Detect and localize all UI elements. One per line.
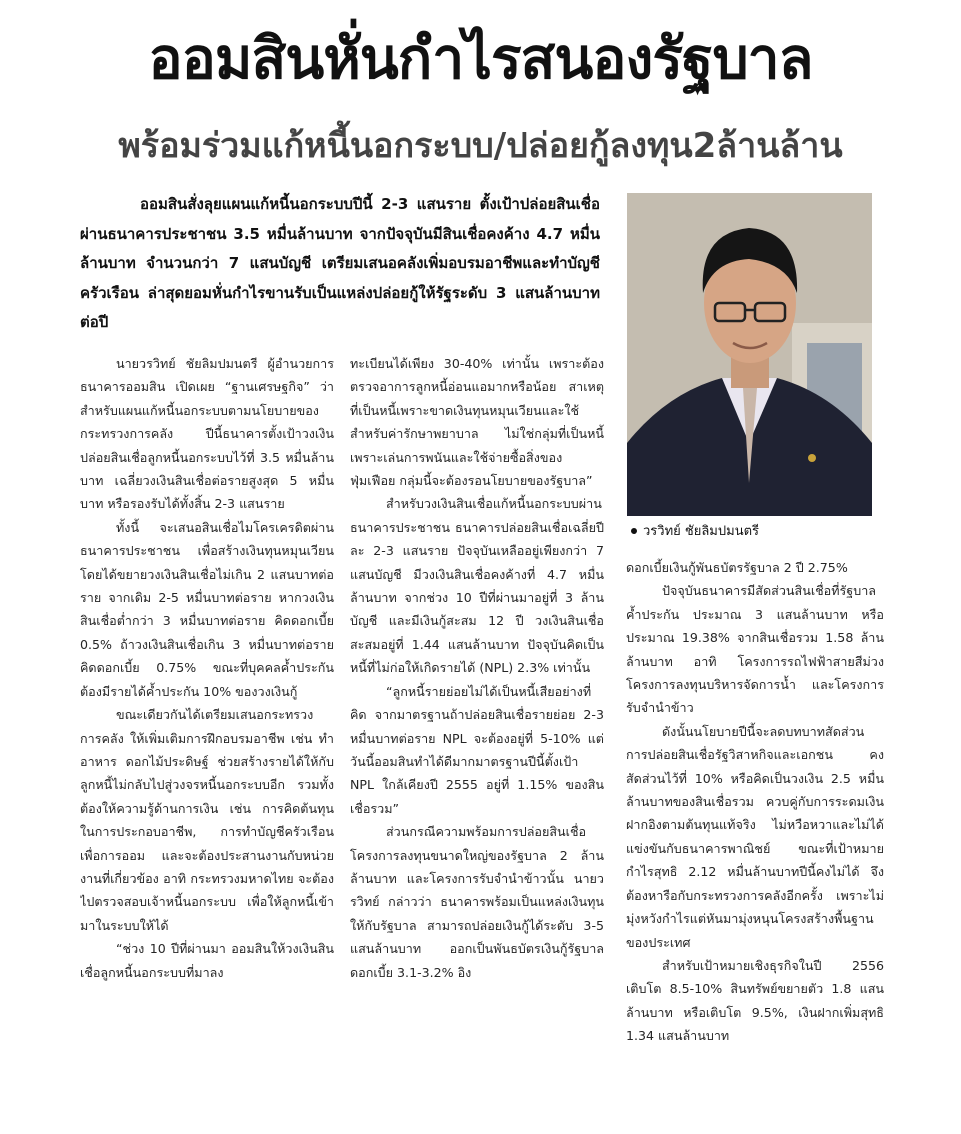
article-column-1 — [80, 352, 334, 1132]
column-paragraph: “ช่วง 10 ปีที่ผ่านมา ออมสินให้วงเงินสินเชื่อลูกหนี้นอกระบบที่มาลง — [80, 941, 334, 980]
bullet-icon — [631, 528, 637, 534]
article-column-2 — [350, 352, 604, 1132]
column-paragraph: ดังนั้นนโยบายปีนี้จะลดบทบาทสัดส่วนการปล่อยสินเชื่อรัฐวิสาหกิจและเอกชน คงสัดส่วนไว้ที่ 10% หรือคิดเป็นวงเงิน 2.5 หมื่นล้านบาทของสินเชื่อรวม ควบคู่กับการระดมเงินฝากอิงตามต้นทุนแท้จริง ไม่หวือหวาและไม่ได้แข่งขันกับธนาคารพาณิชย์ ขณะที่เป้าหมายกำไรสุทธิ 2.12 หมื่นล้านบาทปีนี้คงไม่ได้ จึงต้องหารือกับกระทรวงการคลังอีกครั้ง เพราะไม่มุ่งหวังกำไรแต่หันมามุ่งหนุนโครงสร้างพื้นฐานของประเทศ — [626, 723, 884, 950]
column-paragraph: ทั้งนี้ จะเสนอสินเชื่อไมโครเครดิตผ่านธนาคารประชาชน เพื่อสร้างเงินทุนหมุนเวียน โดยได้ขยายวงเงินสินเชื่อไม่เกิน 2 แสนบาทต่อราย จากเดิม 2-5 หมื่นบาทต่อราย หากวงเงินสินเชื่อต่ำกว่า 3 หมื่นบาทต่อราย คิดดอกเบี้ย 0.5% ถ้าวงเงินสินเชื่อเกิน 3 หมื่นบาทต่อราย คิดดอกเบี้ย 0.75% ขณะที่บุคคลค้ำประกัน ต้องมีรายได้ค้ำประกัน 10% ของวงเงินกู้ — [80, 519, 334, 699]
lead-paragraph — [80, 190, 600, 338]
column-paragraph: ขณะเดียวกันได้เตรียมเสนอกระทรวงการคลัง ให้เพิ่มเติมการฝึกอบรมอาชีพ เช่น ทำอาหาร ดอกไม้ประดิษฐ์ ช่วยสร้างรายได้ให้กับลูกหนี้ไม่กลับไปสู่วงจรหนี้นอกระบบอีก รวมทั้งต้องให้ความรู้ด้านการเงิน เช่น การคิดต้นทุนในการประกอบอาชีพ, การทำบัญชีครัวเรือนเพื่อการออม และจะต้องประสานงานกับหน่วยงานที่เกี่ยวข้อง อาทิ กระทรวงมหาดไทย จะต้องไปตรวจสอบเจ้าหนี้นอกระบบ เพื่อให้ลูกหนี้เข้ามาในระบบให้ได้ — [80, 707, 334, 933]
column-paragraph: สำหรับวงเงินสินเชื่อแก้หนี้นอกระบบผ่านธนาคารประชาชน ธนาคารปล่อยสินเชื่อเฉลี่ยปีละ 2-3 แสนราย ปัจจุบันเหลืออยู่เพียงกว่า 7 แสนบัญชี มีวงเงินสินเชื่อคงค้างที่ 4.7 หมื่นล้านบาท จากช่วง 10 ปีที่ผ่านมาอยู่ที่ 3 ล้านบัญชี และมีเงินกู้สะสม 12 ปี วงเงินสินเชื่อสะสมอยู่ที่ 1.44 แสนล้านบาท ปัจจุบันคิดเป็นหนี้ที่ไม่ก่อให้เกิดรายได้ (NPL) 2.3% เท่านั้น — [350, 496, 604, 676]
column-paragraph: ปัจจุบันธนาคารมีสัดส่วนสินเชื่อที่รัฐบาลค้ำประกัน ประมาณ 3 แสนล้านบาท หรือประมาณ 19.38% จากสินเชื่อรวม 1.58 ล้านล้านบาท อาทิ โครงการรถไฟฟ้าสายสีม่วงโครงการลงทุนบริหารจัดการน้ำ และโครงการรับจำนำข้าว — [626, 583, 884, 716]
lead-text: ออมสินสั่งลุยแผนแก้หนี้นอกระบบปีนี้ 2-3 แสนราย ตั้งเป้าปล่อยสินเชื่อผ่านธนาคารประชาชน 3.5 หมื่นล้านบาท จากปัจจุบันมีสินเชื่อคงค้าง 4.7 หมื่นล้านบาท จำนวนกว่า 7 แสนบัญชี เตรียมเสนอคลังเพิ่มอบรมอาชีพและทำบัญชีครัวเรือน ล่าสุดยอมหั่นกำไรขานรับเป็นแหล่งปล่อยกู้ให้รัฐระดับ 3 แสนล้านบาทต่อปี — [80, 195, 600, 331]
portrait-illustration — [627, 193, 872, 516]
column-paragraph: ทะเบียนได้เพียง 30-40% เท่านั้น เพราะต้องตรวจอาการลูกหนี้อ่อนแอมากหรือน้อย สาเหตุที่เป็นหนี้เพราะขาดเงินทุนหมุนเวียนและใช้สำหรับค่ารักษาพยาบาล ไม่ใช่กลุ่มที่เป็นหนี้เพราะเล่นการพนันและใช้จ่ายซื้อสิ่งของฟุ่มเฟือย กลุ่มนี้จะต้องรอนโยบายของรัฐบาล” — [350, 356, 604, 489]
portrait-photo — [627, 193, 872, 516]
column-paragraph: สำหรับเป้าหมายเชิงธุรกิจในปี 2556 เติบโต 8.5-10% สินทรัพย์ขยายตัว 1.8 แสนล้านบาท หรือเติบโต 9.5%, เงินฝากเพิ่มสุทธิ 1.34 แสนล้านบาท — [626, 957, 884, 1044]
column-paragraph: “ลูกหนี้รายย่อยไม่ได้เป็นหนี้เสียอย่างที่คิด จากมาตรฐานถ้าปล่อยสินเชื่อรายย่อย 2-3 หมื่นบาทต่อราย NPL จะต้องอยู่ที่ 5-10% แต่วันนี้ออมสินทำได้ดีมากมาตรฐานปีนี้ตั้งเป้า NPL ใกล้เคียงปี 2555 อยู่ที่ 1.15% ของสินเชื่อรวม” — [350, 683, 604, 816]
photo-caption — [627, 521, 887, 543]
column-paragraph: นายวรวิทย์ ชัยลิมปมนตรี ผู้อำนวยการธนาคารออมสิน เปิดเผย “ฐานเศรษฐกิจ” ว่า สำหรับแผนแก้หนี้นอกระบบตามนโยบายของกระทรวงการคลัง ปีนี้ธนาคารตั้งเป้าวงเงินปล่อยสินเชื่อลูกหนี้นอกระบบไว้ที่ 3.5 หมื่นล้านบาท เฉลี่ยวงเงินสินเชื่อต่อรายสูงสุด 5 หมื่นบาท หรือรองรับได้ทั้งสิ้น 2-3 แสนราย — [80, 356, 334, 512]
column-paragraph: ส่วนกรณีความพร้อมการปล่อยสินเชื่อโครงการลงทุนขนาดใหญ่ของรัฐบาล 2 ล้านล้านบาท และโครงการรับจำนำข้าวนั้น นายวรวิทย์ กล่าวว่า ธนาคารพร้อมเป็นแหล่งเงินทุนให้กับรัฐบาล สามารถปล่อยเงินกู้ได้ระดับ 3-5 แสนล้านบาท ออกเป็นพันธบัตรเงินกู้รัฐบาล ดอกเบี้ย 3.1-3.2% อิง — [350, 824, 604, 980]
subheadline: พร้อมร่วมแก้หนี้นอกระบบ/ปล่อยกู้ลงทุน2ล้านล้าน — [118, 126, 843, 166]
caption-text: วรวิทย์ ชัยลิมปมนตรี — [643, 524, 760, 539]
headline: ออมสินหั่นกำไรสนองรัฐบาล — [148, 26, 813, 92]
column-paragraph: ดอกเบี้ยเงินกู้พันธบัตรรัฐบาล 2 ปี 2.75% — [626, 560, 848, 575]
article-column-3 — [626, 556, 884, 1132]
